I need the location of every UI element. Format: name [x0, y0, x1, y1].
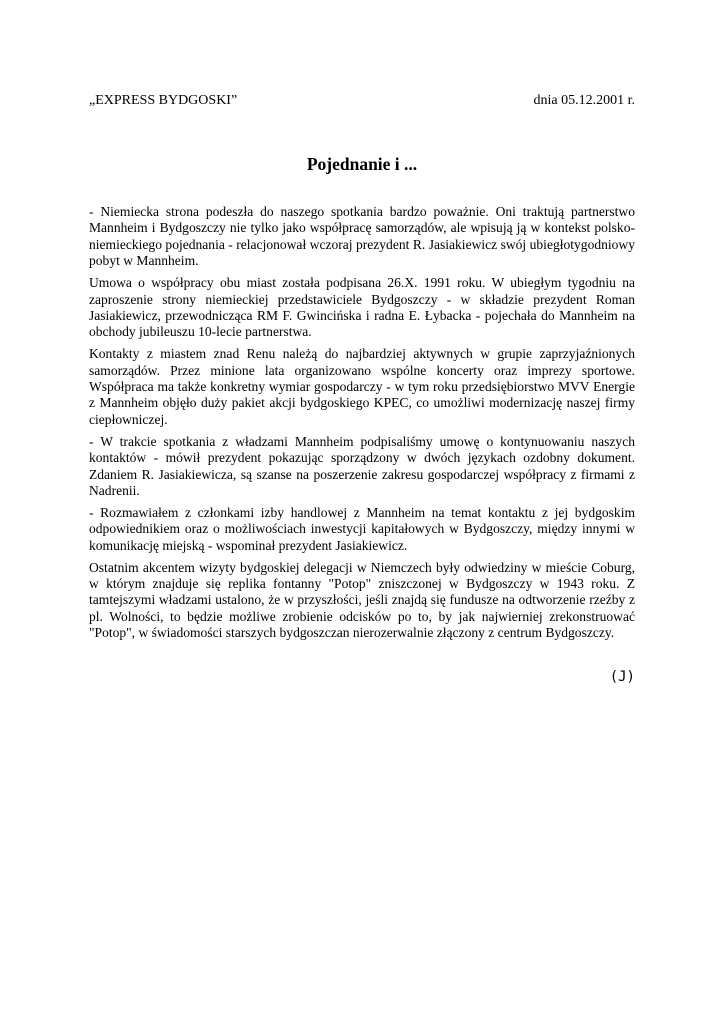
article-title: Pojednanie i ... [306, 154, 418, 174]
author-signature: (J) [609, 669, 635, 685]
paragraph: - Niemiecka strona podeszła do naszego spotkania bardzo poważnie. Oni traktują partnerstwo Mannheim i Bydgoszczy nie tylko jako współpracę samorządów, ale wpisują ją w kontekst polsko-niemieckiego pojednania - relacjonował wczoraj prezydent R. Jasiakiewicz swój ubiegłotygodniowy pobyt w Mannheim. [89, 204, 635, 269]
paragraph: - Rozmawiałem z członkami izby handlowej z Mannheim na temat kontaktu z jej bydgoskim odpowiednikiem oraz o możliwościach inwestycji kapitałowych w Bydgoszczy, między innymi w komunikację miejską - wspominał prezydent Jasiakiewicz. [89, 504, 635, 553]
article-body [89, 204, 635, 647]
paragraph: Kontakty z miastem znad Renu należą do najbardziej aktywnych w grupie zaprzyjaźnionych samorządów. Przez minione lata organizowano wspólne koncerty oraz imprezy sportowe. Współpraca ma także konkretny wymiar gospodarczy - w tym roku przedsiębiorstwo MVV Energie z Mannheim objęło duży pakiet akcji bydgoskiego KPEC, co umożliwi modernizację naszej firmy ciepłowniczej. [89, 346, 635, 427]
paragraph: Ostatnim akcentem wizyty bydgoskiej delegacji w Niemczech były odwiedziny w mieście Coburg, w którym znajduje się replika fontanny "Potop" zniszczonej w Bydgoszczy w 1943 roku. Z tamtejszymi władzami ustalono, że w przyszłości, jeśli znajdą się fundusze na odtworzenie rzeźby z pl. Wolności, to będzie możliwe zrobienie odcisków po to, by jak najwierniej zrekonstruować "Potop", w świadomości starszych bydgoszczan nierozerwalnie złączony z centrum Bydgoszczy. [89, 559, 635, 641]
publication-date: dnia 05.12.2001 r. [533, 93, 635, 108]
newspaper-source: „EXPRESS BYDGOSKI” [89, 93, 238, 108]
paragraph: - W trakcie spotkania z władzami Mannheim podpisaliśmy umowę o kontynuowaniu naszych kontaktów - mówił prezydent pokazując sporządzony w dwóch językach ozdobny dokument. Zdaniem R. Jasiakiewicza, są szanse na poszerzenie zakresu gospodarczej współpracy z firmami z Nadrenii. [89, 433, 635, 498]
paragraph: Umowa o współpracy obu miast została podpisana 26.X. 1991 roku. W ubiegłym tygodniu na zaproszenie strony niemieckiej przedstawiciele Bydgoszczy - w składzie prezydent Roman Jasiakiewicz, przewodnicząca RM F. Gwincińska i radna E. Łybacka - pojechała do Mannheim na obchody jubileuszu 10-lecie partnerstwa. [89, 275, 635, 340]
header [89, 92, 635, 110]
